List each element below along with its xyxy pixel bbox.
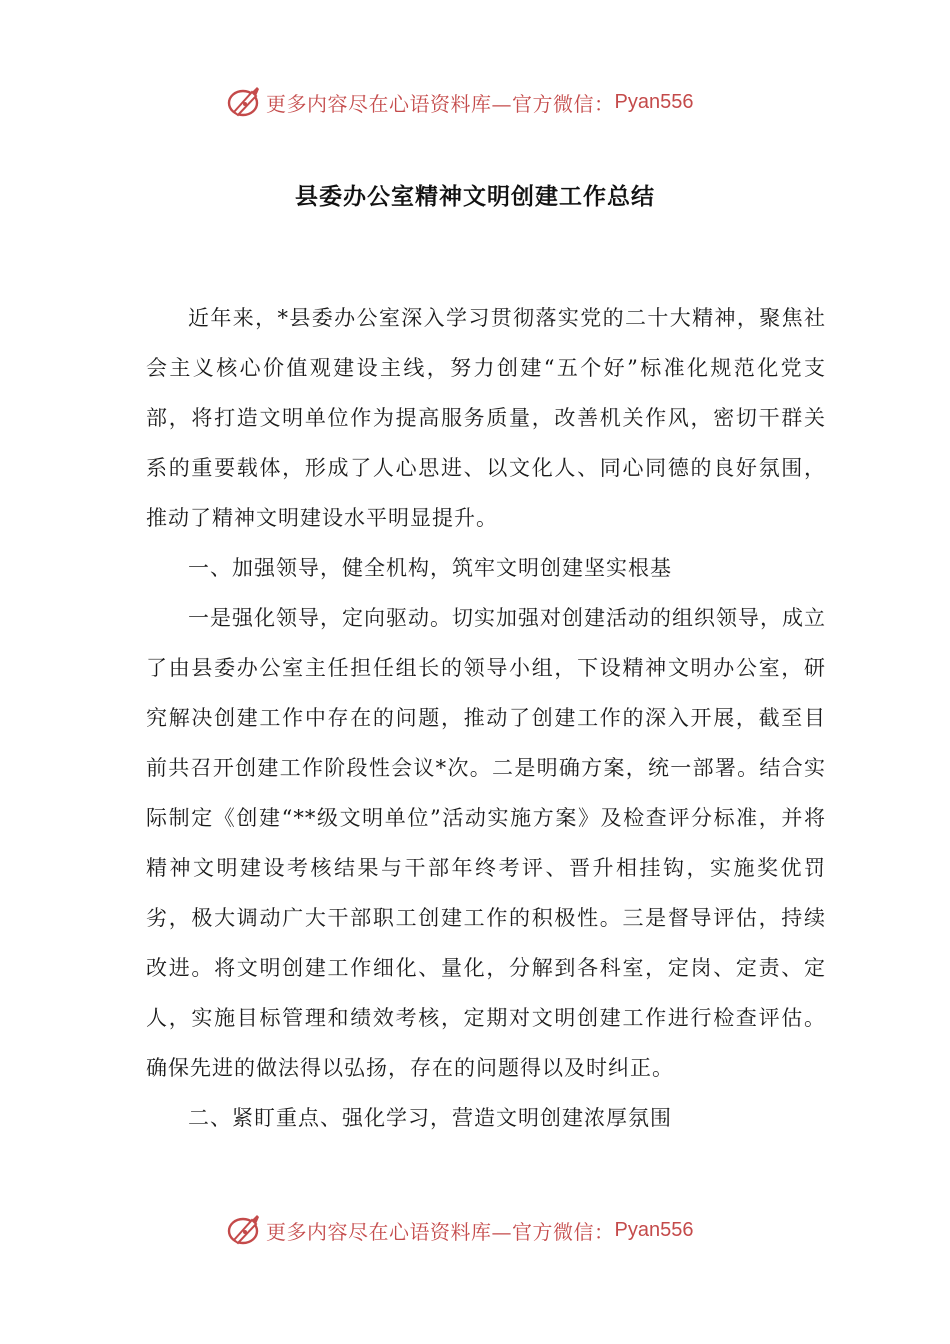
- watermark-banner-top: [226, 82, 693, 122]
- pen-nib-logo-icon: [226, 1212, 262, 1248]
- section-heading-2: 二、紧盯重点、强化学习，营造文明创建浓厚氛围: [188, 1106, 672, 1130]
- document-title: 县委办公室精神文明创建工作总结: [295, 184, 655, 210]
- section-1-paragraph: 一是强化领导，定向驱动。切实加强对创建活动的组织领导，成立了由县委办公室主任担任组长的领导小组，下设精神文明办公室，研究解决创建工作中存在的问题，推动了创建工作的深入开展，截至目前共召开创建工作阶段性会议*次。二是明确方案，统一部署。结合实际制定《创建“**级文明单位”活动实施方案》及检查评分标准，并将精神文明建设考核结果与干部年终考评、晋升相挂钩，实施奖优罚劣，极大调动广大干部职工创建工作的积极性。三是督导评估，持续改进。将文明创建工作细化、量化，分解到各科室，定岗、定责、定人，实施目标管理和绩效考核，定期对文明创建工作进行检查评估。确保先进的做法得以弘扬，存在的问题得以及时纠正。: [146, 606, 826, 1080]
- pen-nib-logo-icon: [226, 84, 262, 120]
- intro-paragraph: 近年来，*县委办公室深入学习贯彻落实党的二十大精神，聚焦社会主义核心价值观建设主线，努力创建“五个好”标准化规范化党支部，将打造文明单位作为提高服务质量，改善机关作风，密切干群关系的重要载体，形成了人心思进、以文化人、同心同德的良好氛围，推动了精神文明建设水平明显提升。: [146, 306, 826, 530]
- watermark-banner-bottom: [226, 1210, 693, 1250]
- watermark-handle: Pyan556: [614, 90, 694, 113]
- watermark-text: 更多内容尽在心语资料库—官方微信：: [266, 91, 615, 116]
- watermark-text: 更多内容尽在心语资料库—官方微信：: [266, 1219, 615, 1244]
- section-heading-1: 一、加强领导，健全机构，筑牢文明创建坚实根基: [188, 556, 672, 580]
- watermark-handle: Pyan556: [614, 1218, 694, 1241]
- document-body: [146, 293, 826, 1143]
